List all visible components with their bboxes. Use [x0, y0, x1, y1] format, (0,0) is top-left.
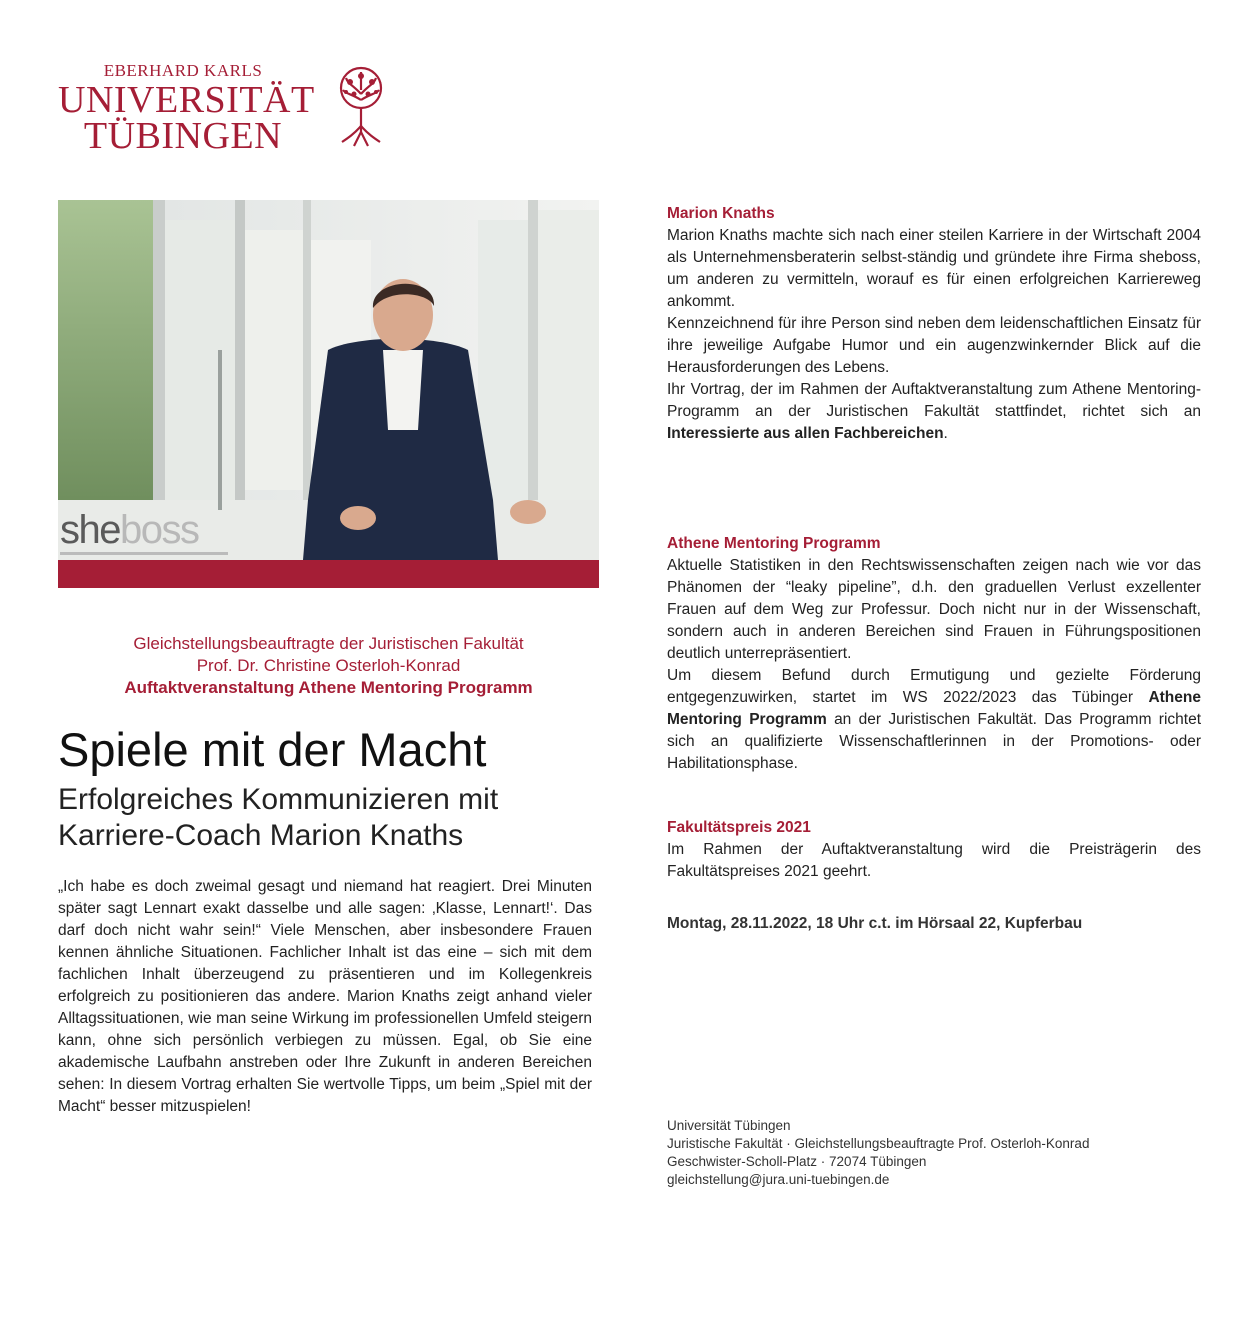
text: . [943, 425, 948, 442]
page-title: Spiele mit der Macht [58, 723, 487, 776]
paragraph [667, 379, 1201, 445]
section-marion-knaths [667, 203, 1201, 445]
text: Um diesem Befund durch Ermutigung und gezielte Förderung entgegenzuwirken, startet im WS 2022/2023 das Tübinger [667, 667, 1201, 706]
organizer-line-2: Prof. Dr. Christine Osterloh-Konrad [196, 656, 461, 675]
organizer-line-1: Gleichstellungsbeauftragte der Juristischen Fakultät [133, 634, 524, 653]
subtitle-line-1: Erfolgreiches Kommunizieren mit [58, 783, 499, 816]
footer-line-1: Universität Tübingen [667, 1118, 791, 1133]
sheboss-she: she [60, 508, 120, 552]
paragraph: Aktuelle Statistiken in den Rechtswissenschaften zeigen nach wie vor das Phänomen der “leaky pipeline”, d.h. den graduellen Verlust exzellenter Frauen auf dem Weg zur Professur. Doch nicht nur in der Wissenschaft, sondern auch in anderen Bereichen sind Frauen in Führungspositionen deutlich unterrepräsentiert. [667, 557, 1201, 662]
paragraph: Kennzeichnend für ihre Person sind neben dem leidenschaftlichen Einsatz für ihre jeweilige Aufgabe Humor und ein augenzwinkernder Blick auf die Herausforderungen des Lebens. [667, 315, 1201, 376]
logo-line-3: TÜBINGEN [83, 115, 283, 157]
section-fakultaetspreis [667, 817, 1201, 883]
footer-line-2: Juristische Fakultät · Gleichstellungsbeauftragte Prof. Osterloh-Konrad [667, 1136, 1090, 1151]
subtitle-line-2: Karriere-Coach Marion Knaths [58, 819, 464, 852]
organizer-block [58, 633, 599, 699]
logo-line-1: EBERHARD KARLS [103, 61, 263, 80]
section-heading: Marion Knaths [667, 205, 775, 222]
section-heading: Athene Mentoring Programm [667, 535, 881, 552]
event-date-location: Montag, 28.11.2022, 18 Uhr c.t. im Hörsaal 22, Kupferbau [667, 915, 1083, 932]
paragraph: Im Rahmen der Auftaktveranstaltung wird die Preisträgerin des Fakultätspreises 2021 geehrt. [667, 841, 1201, 880]
logo-wordmark [58, 60, 315, 157]
sheboss-brand-logo [58, 508, 230, 560]
organizer-line-3: Auftaktveranstaltung Athene Mentoring Programm [124, 678, 533, 697]
text: an der Juristischen Fakultät. Das Programm richtet sich an qualifizierte Wissenschaftlerinnen in der Promotions- oder Habilitationsphase. [667, 711, 1202, 772]
sheboss-wordmark [60, 508, 199, 552]
photo-accent-bar [58, 560, 599, 588]
paragraph [667, 665, 1201, 775]
contact-footer [667, 1117, 1227, 1189]
university-logo [58, 60, 398, 160]
sheboss-boss: boss [120, 508, 199, 552]
logo-line-2: UNIVERSITÄT [58, 79, 315, 121]
paragraph: Marion Knaths machte sich nach einer steilen Karriere in der Wirtschaft 2004 als Unternehmensberaterin selbst-ständig und gründete ihre Firma sheboss, um anderen zu vermitteln, worauf es für einen erfolgreichen Karriereweg ankommt. [667, 227, 1201, 310]
emphasis: Interessierte aus allen Fachbereichen [667, 425, 944, 442]
sheboss-tagline-bar [60, 552, 228, 555]
emphasis: Athene Mentoring Programm [667, 689, 1201, 728]
speaker-photo [58, 200, 599, 560]
page-subtitle [58, 782, 618, 854]
section-heading: Fakultätspreis 2021 [667, 819, 811, 836]
footer-email[interactable]: gleichstellung@jura.uni-tuebingen.de [667, 1172, 890, 1187]
section-athene-mentoring [667, 533, 1201, 775]
tree-logo-icon [336, 64, 386, 148]
text: Ihr Vortrag, der im Rahmen der Auftaktveranstaltung zum Athene Mentoring-Programm an der Juristischen Fakultät stattfindet, richtet sich an [667, 381, 1201, 420]
intro-quote: „Ich habe es doch zweimal gesagt und niemand hat reagiert. Drei Minuten später sagt Lennart exakt dasselbe und alle sagen: ‚Klasse, Lennart!‘. Das darf doch nicht wahr sein!“ Viele Menschen, aber insbesondere Frauen kennen ähnliche Situationen. Fachlicher Inhalt ist das eine – sich mit dem fachlichen Inhalt überzeugend zu präsentieren und im Kollegenkreis erfolgreich zu positionieren das andere. Marion Knaths zeigt anhand vieler Alltagssituationen, wie man seine Wirkung im professionellen Umfeld steigern kann, ohne sich persönlich verbiegen zu müssen. Egal, ob Sie eine akademische Laufbahn anstreben oder Ihre Zukunft in anderen Bereichen sehen: In diesem Vortrag erhalten Sie wertvolle Tipps, um beim „Spiel mit der Macht“ besser mitzuspielen! [58, 878, 592, 1115]
footer-line-3: Geschwister-Scholl-Platz · 72074 Tübingen [667, 1154, 927, 1169]
office-scene-image [58, 200, 599, 560]
